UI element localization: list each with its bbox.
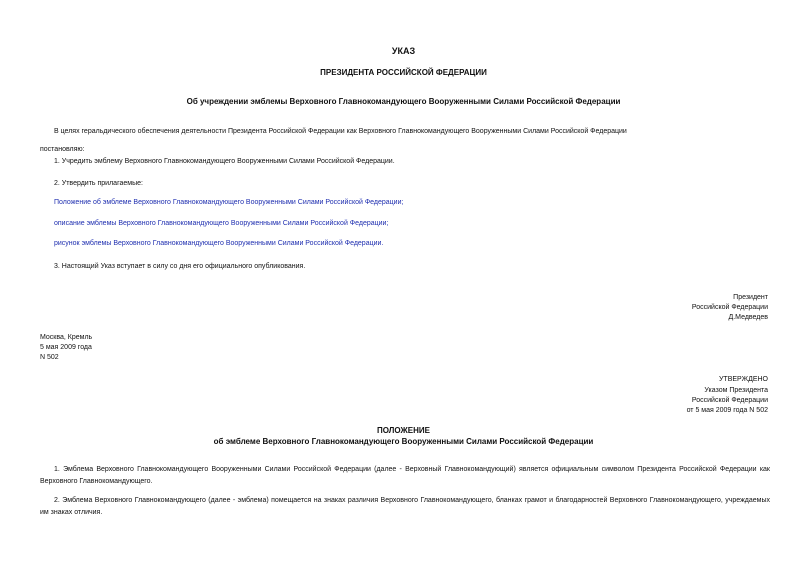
decree-subject: Об учреждении эмблемы Верховного Главнокомандующего Вооруженными Силами Российской Федерации	[186, 97, 621, 106]
decree-title: УКАЗ	[391, 46, 416, 56]
place: Москва, Кремль	[40, 334, 93, 341]
regulation-subtitle: об эмблеме Верховного Главнокомандующего Вооруженными Силами Российской Федерации	[213, 437, 594, 446]
decree-item-3: 3. Настоящий Указ вступает в силу со дня его официального опубликования.	[54, 263, 306, 270]
regulation-paragraph-2: 2. Эмблема Верховного Главнокомандующего (далее - эмблема) помещается на знаках различия Верховного Главнокомандующего, бланках грамот и благодарностей Верховного Главнокомандующего, учреждаемых им знаках отличия.	[40, 497, 770, 516]
signature-title: Президент	[733, 294, 768, 301]
signature-name: Д.Медведев	[728, 314, 768, 321]
decree-preamble: В целях геральдического обеспечения деятельности Президента Российской Федерации как Верховного Главнокомандующего Вооруженными Силами Российской Федерации	[54, 128, 627, 135]
link-drawing[interactable]: рисунок эмблемы Верховного Главнокомандующего Вооруженными Силами Российской Федерации.	[54, 240, 384, 247]
decree-number: N 502	[40, 354, 59, 361]
regulation-title: ПОЛОЖЕНИЕ	[377, 426, 430, 435]
regulation-paragraph-1: 1. Эмблема Верховного Главнокомандующего Вооруженными Силами Российской Федерации (далее - Верховный Главнокомандующий) является официальным символом Президента Российской Федерации как Верховного Главнокомандующего.	[40, 466, 770, 485]
date: 5 мая 2009 года	[40, 344, 92, 351]
link-regulation[interactable]: Положение об эмблеме Верховного Главнокомандующего Вооруженными Силами Российской Федерации;	[54, 199, 404, 206]
decree-resolve: постановляю:	[40, 146, 85, 153]
approval-line-4: от 5 мая 2009 года N 502	[686, 407, 768, 414]
approval-line-3: Российской Федерации	[691, 397, 768, 404]
decree-item-2: 2. Утвердить прилагаемые:	[54, 180, 143, 187]
link-description[interactable]: описание эмблемы Верховного Главнокомандующего Вооруженными Силами Российской Федерации;	[54, 220, 389, 227]
approval-line-2: Указом Президента	[704, 387, 768, 394]
signature-office: Российской Федерации	[691, 304, 768, 311]
decree-issuer: ПРЕЗИДЕНТА РОССИЙСКОЙ ФЕДЕРАЦИИ	[320, 68, 487, 77]
decree-item-1: 1. Учредить эмблему Верховного Главнокомандующего Вооруженными Силами Российской Федерации.	[54, 158, 395, 165]
approval-heading: УТВЕРЖДЕНО	[718, 376, 768, 383]
